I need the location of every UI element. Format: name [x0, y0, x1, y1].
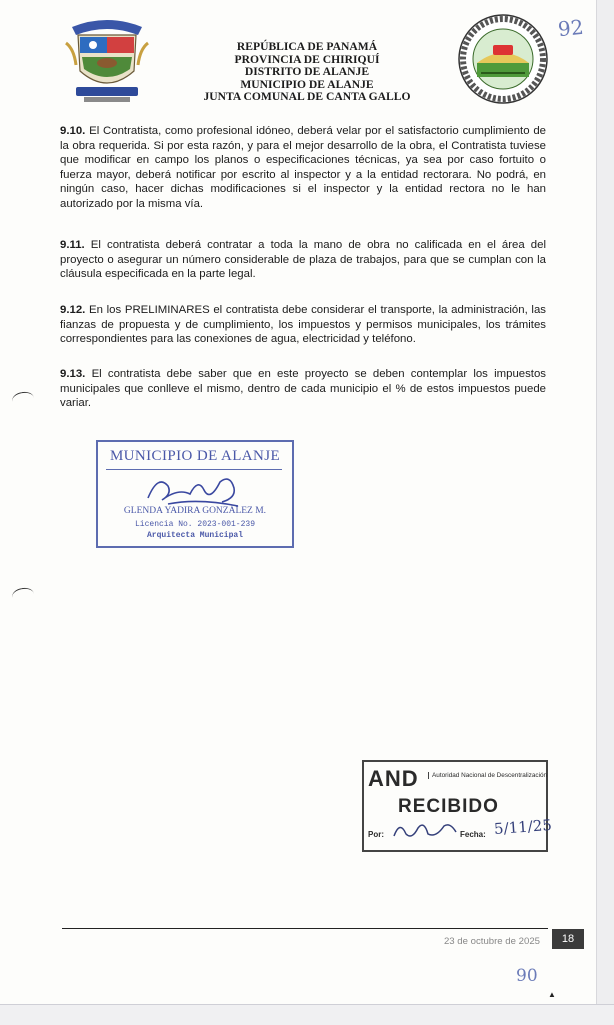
clause-text: El contratista deberá contratar a toda la mano de obra no calificada en el área del proyecto o asegurar un número considerable de plaza de trabajos, para que se cumplan con la cláusula especificada en la parte legal.: [60, 239, 546, 281]
stamp-title: MUNICIPIO DE ALANJE: [109, 448, 281, 464]
clause-9-12: [60, 303, 546, 347]
fecha-value: 5/11/25: [493, 816, 553, 838]
fecha-label: Fecha:: [460, 830, 486, 839]
header-line-distrito: DISTRITO DE ALANJE: [244, 65, 370, 79]
header-line-junta: JUNTA COMUNAL DE CANTA GALLO: [203, 90, 411, 104]
page-edge: [596, 0, 614, 1024]
clause-number: 9.12.: [60, 304, 86, 316]
clause-number: 9.10.: [60, 125, 86, 137]
page-number-badge: 18: [552, 929, 584, 949]
scan-mark-icon: ▲: [548, 990, 556, 999]
stamp-license: Licencia No. 2023-001-239: [134, 520, 256, 529]
clause-9-13: [60, 367, 546, 411]
handwritten-folio-top: 92: [556, 14, 585, 42]
header-line-municipio: MUNICIPIO DE ALANJE: [240, 77, 374, 91]
handwritten-folio-bottom: 90: [516, 966, 538, 986]
scanner-bottom-edge: [0, 1004, 614, 1025]
clause-text: El contratista debe saber que en este proyecto se deben contemplar los impuestos municipales que conlleve el mismo, dentro de cada municipio el % de estos impuestos puede variar.: [60, 368, 547, 410]
and-authority-name: Autoridad Nacional de Descentralización: [428, 772, 547, 779]
municipio-coat-of-arms-logo: [64, 13, 150, 107]
received-label: RECIBIDO: [398, 796, 499, 817]
clause-number: 9.13.: [60, 368, 86, 380]
junta-comunal-seal-logo: [457, 13, 549, 105]
footer-date: 23 de octubre de 2025: [443, 936, 540, 947]
municipio-stamp: [96, 440, 294, 548]
clause-9-10: [60, 124, 546, 212]
punch-hole-mark: [11, 390, 35, 409]
clause-text: El Contratista, como profesional idóneo, deberá velar por el satisfactorio cumplimiento de la obra requerida. Si por esta razón, y para el mejor desarrollo de la obra, el Contratista tuviese que modificar en campo los planos o especificaciones técnicas, ya sea por caso fortuito o fuerza mayor, deberá notificar por escrito al inspector y a la entidad rectorara. No podrá, en ningún caso, hacer dichas modificaciones si el inspector y la entidad rectora no le han autorizado por la misma vía.: [60, 125, 546, 210]
clause-number: 9.11.: [60, 239, 85, 251]
header-line-provincia: PROVINCIA DE CHIRIQUÍ: [234, 52, 380, 66]
clause-text: En los PRELIMINARES el contratista debe considerar el transporte, la administración, las fianzas de propuesta y de cumplimiento, los impuestos y permisos municipales, los trámites correspondientes para las conexiones de agua, electricidad y teléfono.: [60, 304, 546, 346]
por-label: Por:: [368, 830, 384, 839]
punch-hole-mark: [11, 586, 35, 605]
stamp-role: Arquitecta Municipal: [146, 531, 243, 540]
receiver-signature-icon: [390, 816, 460, 844]
stamp-name: GLENDA YADIRA GONZÁLEZ M.: [123, 506, 267, 516]
and-received-stamp: [362, 760, 553, 852]
clause-9-11: [60, 238, 546, 282]
footer-divider: [62, 928, 548, 929]
header-title-block: [150, 41, 464, 104]
document-header: [0, 0, 596, 120]
and-logo: AND: [368, 766, 419, 791]
header-line-republica: REPÚBLICA DE PANAMÁ: [236, 40, 378, 53]
